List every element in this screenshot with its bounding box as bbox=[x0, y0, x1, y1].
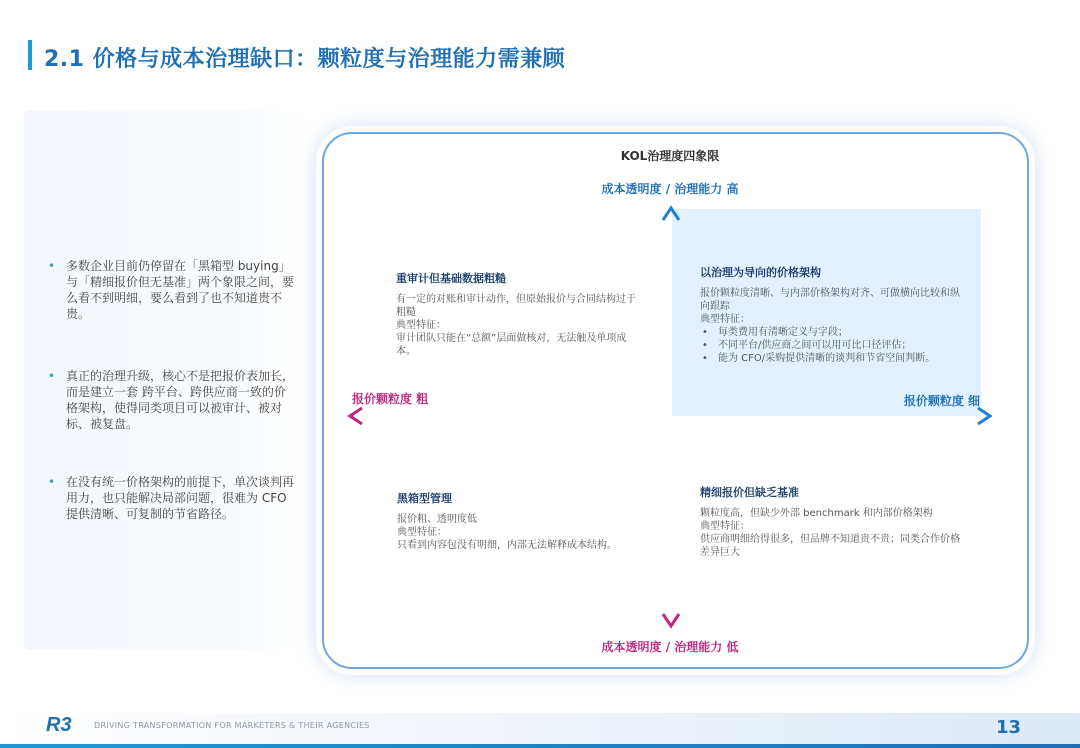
quadrant-text: 报价颗粒度清晰、与内部价格架构对齐、可做横向比较和纵向跟踪 bbox=[700, 288, 960, 312]
quadrant-text: 颗粒度高，但缺少外部 benchmark 和内部价格架构 bbox=[700, 508, 933, 519]
quadrant-top-right bbox=[700, 266, 962, 365]
quadrant-bullet: • 能为 CFO/采购提供清晰的谈判和节省空间判断。 bbox=[700, 352, 962, 365]
axis-label-left: 报价颗粒度 粗 bbox=[352, 392, 429, 406]
footer-tagline: DRIVING TRANSFORMATION FOR MARKETERS & THEIR AGENCIES bbox=[94, 721, 370, 730]
bullet-text: 在没有统一价格架构的前提下，单次谈判再用力，也只能解决局部问题，很难为 CFO 提供清晰、可复制的节省路径。 bbox=[66, 475, 295, 521]
axis-label-right: 报价颗粒度 细 bbox=[903, 394, 980, 408]
quadrant-text: 典型特征： bbox=[700, 314, 750, 325]
quadrant-bottom-right bbox=[700, 486, 960, 559]
bullet-dot-icon: • bbox=[48, 259, 56, 273]
quadrant-heading: 精细报价但缺乏基准 bbox=[700, 486, 799, 499]
axis-label-bottom: 成本透明度 / 治理能力 低 bbox=[601, 640, 739, 654]
r3-logo: R3 bbox=[46, 714, 72, 736]
footer-accent-line bbox=[0, 744, 1080, 748]
page-title: 2.1 价格与成本治理缺口：颗粒度与治理能力需兼顾 bbox=[44, 47, 566, 72]
quadrant-text: 有一定的对账和审计动作，但原始报价与合同结构过于粗糙 bbox=[396, 294, 636, 318]
footer-band bbox=[0, 713, 1080, 748]
quadrant-text: 只看到内容包没有明细，内部无法解释成本结构。 bbox=[397, 540, 617, 551]
quadrant-text: 审计团队只能在“总额”层面做核对，无法触及单项成本。 bbox=[396, 333, 627, 357]
quadrant-bullet: • 每类费用有清晰定义与字段； bbox=[700, 326, 962, 339]
quadrant-bottom-left bbox=[397, 492, 632, 552]
quadrant-bullet: • 不同平台/供应商之间可以用可比口径评估； bbox=[700, 339, 962, 352]
quadrant-heading: 重审计但基础数据粗糙 bbox=[396, 272, 506, 285]
bullet-dot-icon: • bbox=[48, 369, 56, 383]
axis-label-top: 成本透明度 / 治理能力 高 bbox=[601, 182, 739, 196]
matrix-title: KOL治理度四象限 bbox=[620, 149, 720, 163]
bullet-text: 真正的治理升级，核心不是把报价表加长，而是建立一套 跨平台、跨供应商一致的价格架构，使得同类项目可以被审计、被对标、被复盘。 bbox=[66, 369, 295, 431]
quadrant-heading: 以治理为导向的价格架构 bbox=[700, 266, 821, 279]
bullet-text: 多数企业目前仍停留在「黑箱型 buying」与「精细报价但无基准」两个象限之间，要么看不到明细，要么看到了也不知道贵不贵。 bbox=[66, 259, 295, 321]
quadrant-heading: 黑箱型管理 bbox=[397, 492, 452, 505]
quadrant-top-left bbox=[396, 272, 636, 358]
quadrant-text: 典型特征： bbox=[396, 320, 446, 331]
quadrant-text: 典型特征： bbox=[700, 521, 750, 532]
bullet-dot-icon: • bbox=[48, 475, 56, 489]
quadrant-text: 报价粗、透明度低 bbox=[397, 514, 477, 525]
quadrant-text: 供应商明细给得很多，但品牌不知道贵不贵；同类合作价格差异巨大 bbox=[700, 534, 960, 558]
quadrant-text: 典型特征： bbox=[397, 527, 447, 538]
page-number: 13 bbox=[996, 717, 1022, 738]
